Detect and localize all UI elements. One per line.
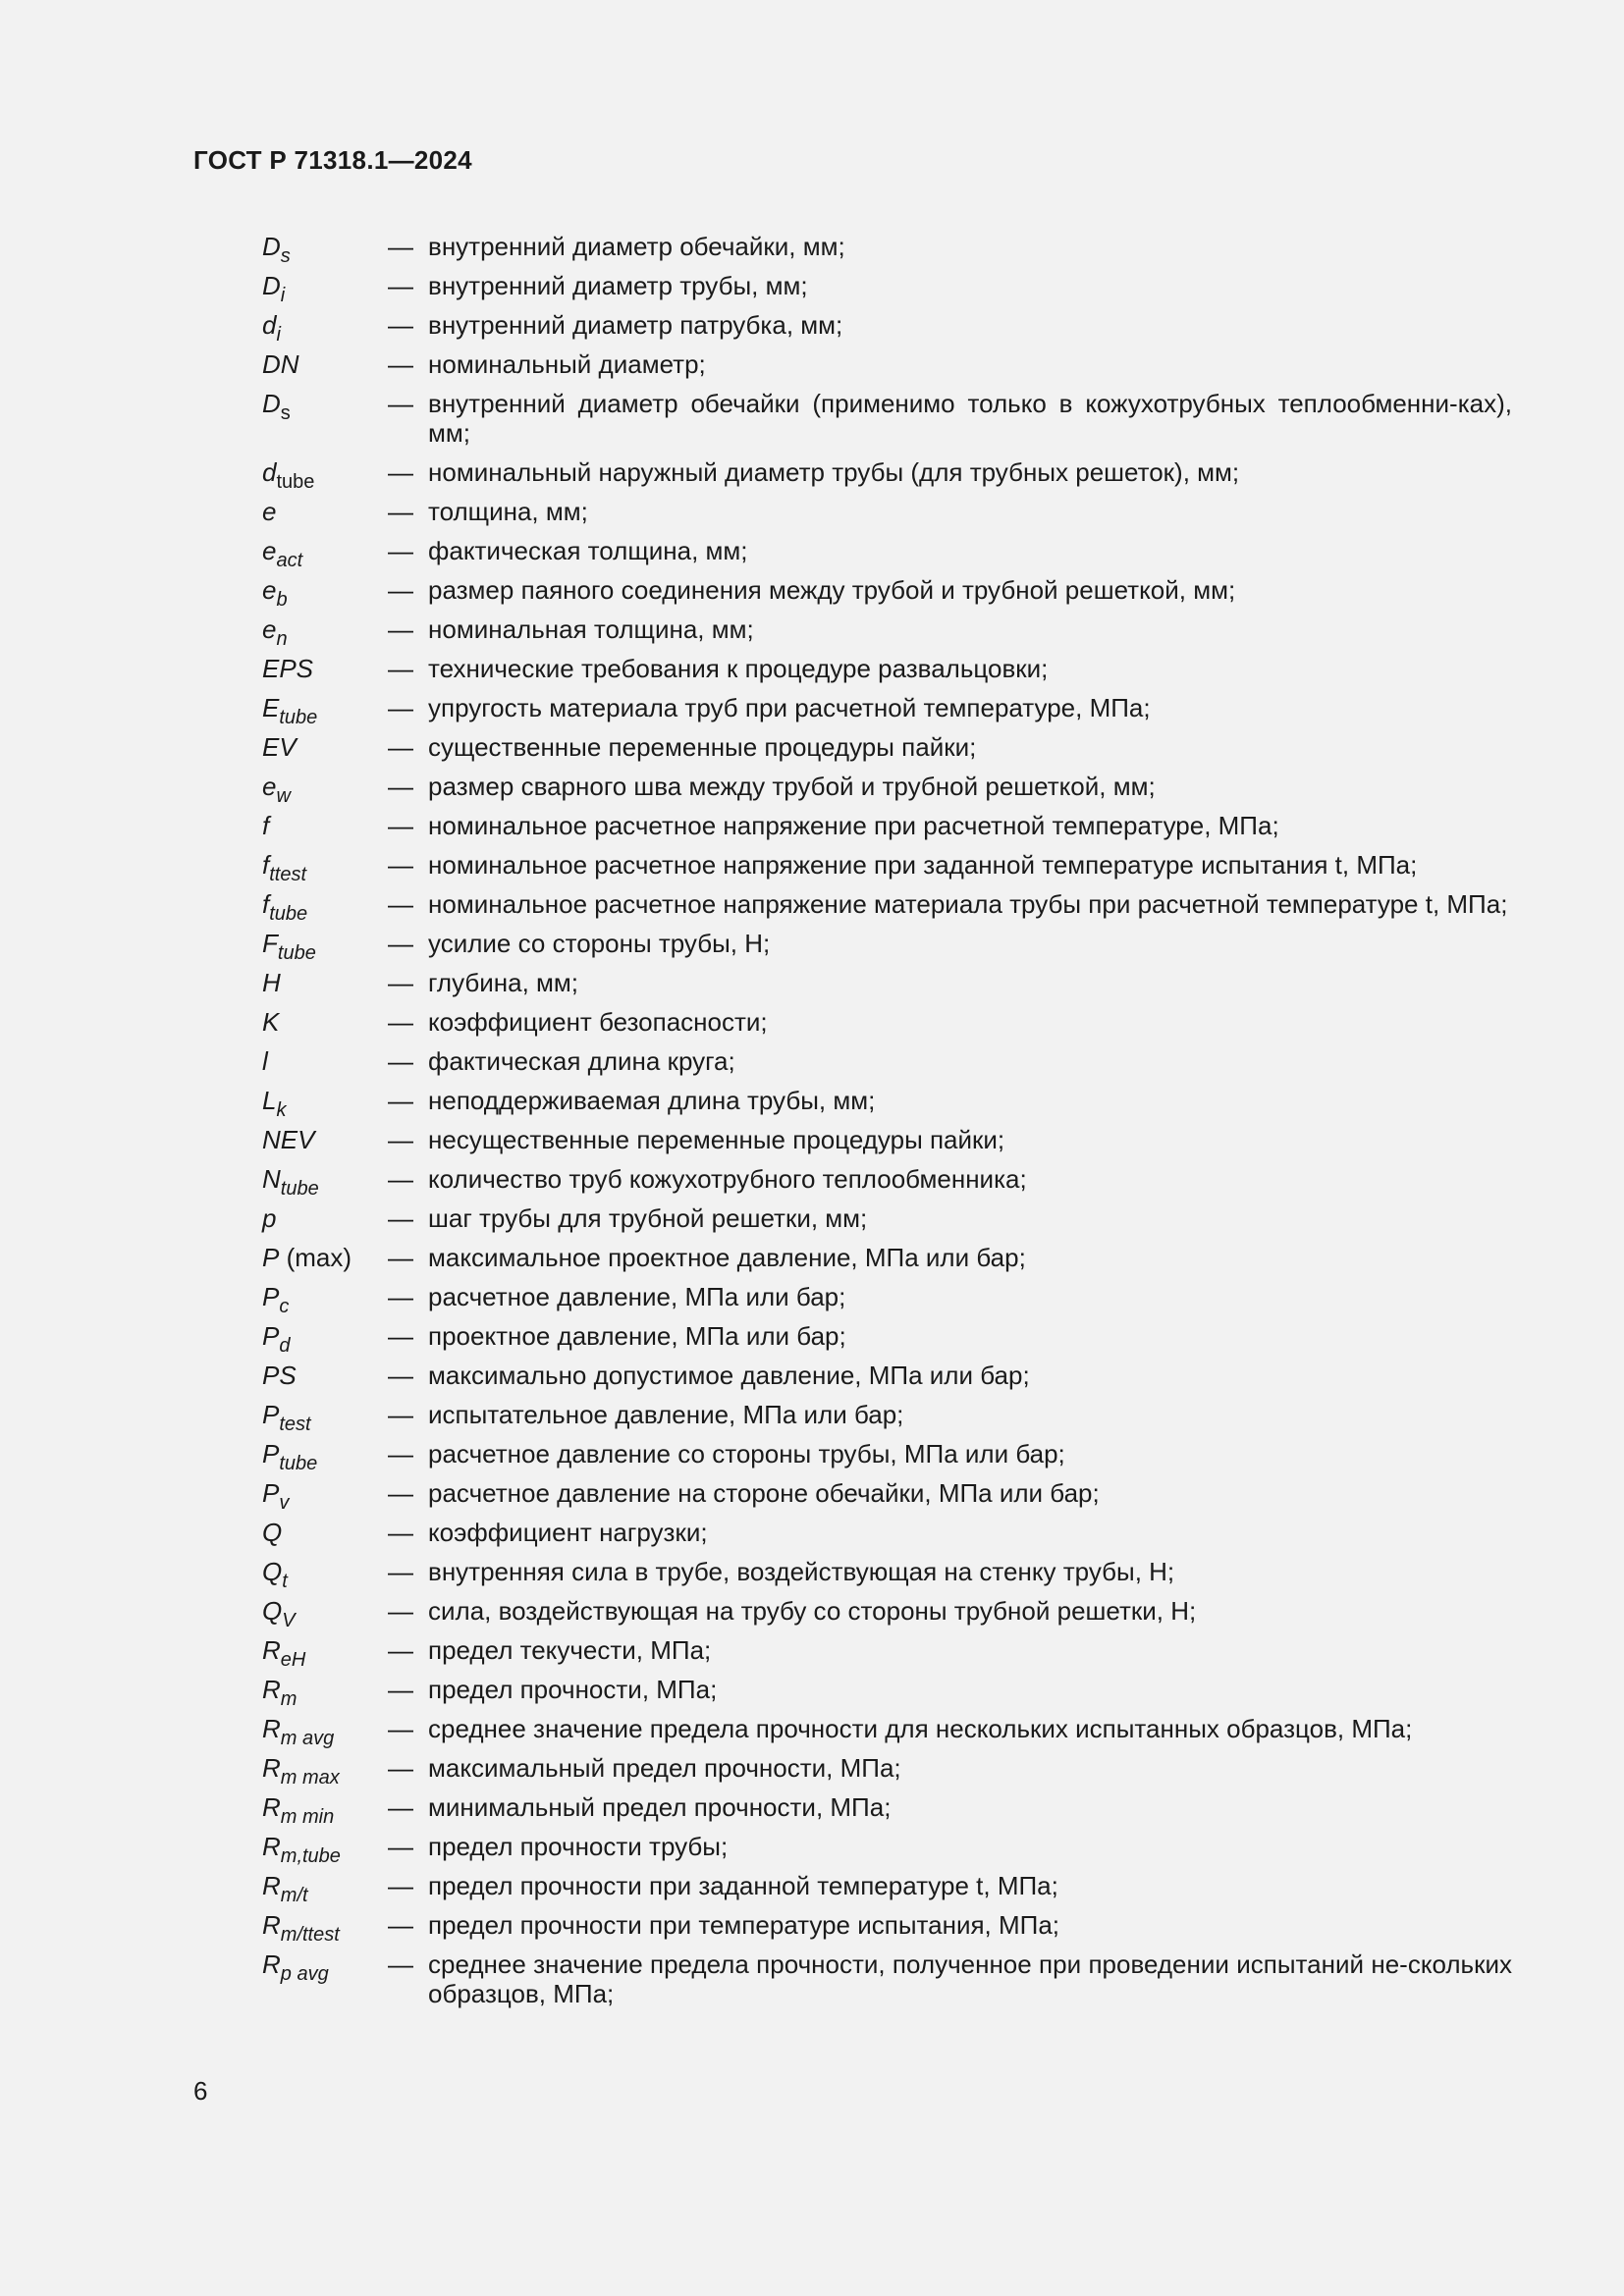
em-dash: — — [388, 457, 413, 487]
em-dash: — — [388, 772, 413, 801]
symbol-description: номинальное расчетное напряжение при заданной температуре испытания t, МПа; — [428, 850, 1418, 880]
symbol-base: F — [262, 929, 278, 958]
symbol — [262, 1478, 388, 1514]
symbol-description: номинальный наружный диаметр трубы (для трубных решеток), мм; — [428, 457, 1240, 487]
symbol-description: предел текучести, МПа; — [428, 1635, 712, 1665]
symbol-base: R — [262, 1753, 281, 1783]
symbol-base: d — [262, 310, 277, 340]
symbol-row — [262, 1557, 1512, 1592]
symbol-row — [262, 1046, 1512, 1076]
symbol-row — [262, 614, 1512, 650]
symbol-base: R — [262, 1832, 281, 1861]
symbol-subscript: i — [276, 324, 281, 346]
symbols-list — [262, 232, 1512, 2018]
page-number: 6 — [193, 2076, 208, 2106]
symbol — [262, 1518, 388, 1547]
symbol — [262, 1439, 388, 1474]
em-dash: — — [388, 732, 413, 762]
symbol — [262, 1125, 388, 1154]
symbol-description: упругость материала труб при расчетной температуре, МПа; — [428, 693, 1151, 722]
symbol — [262, 614, 388, 650]
symbol-row — [262, 772, 1512, 807]
em-dash: — — [388, 693, 413, 722]
symbol-row — [262, 271, 1512, 306]
em-dash: — — [388, 1518, 413, 1547]
symbol-subscript: m,tube — [280, 1845, 341, 1867]
symbol — [262, 1910, 388, 1946]
symbol-description: усилие со стороны трубы, Н; — [428, 929, 771, 958]
em-dash: — — [388, 929, 413, 958]
symbol-base: R — [262, 1675, 281, 1704]
symbol-subscript: tube — [279, 1453, 318, 1474]
symbol-base: f — [262, 850, 270, 880]
symbol — [262, 850, 388, 885]
symbol-base: D — [262, 232, 281, 261]
symbol-subscript: v — [279, 1492, 290, 1514]
symbol-base: DN — [262, 349, 299, 379]
em-dash: — — [388, 614, 413, 644]
symbol — [262, 536, 388, 571]
symbol-description: испытательное давление, МПа или бар; — [428, 1400, 904, 1429]
em-dash: — — [388, 349, 413, 379]
symbol-row — [262, 850, 1512, 885]
symbol-base: R — [262, 1792, 281, 1822]
symbol-base: e — [262, 772, 277, 801]
symbol-base: e — [262, 536, 277, 565]
symbol-subscript: m/t — [280, 1885, 308, 1906]
em-dash: — — [388, 654, 413, 683]
symbol-base: e — [262, 575, 277, 605]
symbol — [262, 1086, 388, 1121]
symbol — [262, 1046, 388, 1076]
symbol-subscript: tube — [269, 903, 308, 925]
symbol — [262, 497, 388, 526]
symbol-base: p — [262, 1203, 277, 1233]
symbol-base: d — [262, 457, 277, 487]
symbol-description: среднее значение предела прочности для нескольких испытанных образцов, МПа; — [428, 1714, 1413, 1743]
em-dash: — — [388, 1792, 413, 1822]
symbol — [262, 732, 388, 762]
symbol-description: технические требования к процедуре развальцовки; — [428, 654, 1049, 683]
symbol-base: R — [262, 1910, 281, 1940]
symbol-subscript: d — [279, 1335, 291, 1357]
symbol-base: f — [262, 811, 270, 840]
em-dash: — — [388, 1910, 413, 1940]
symbol-base: R — [262, 1714, 281, 1743]
document-header: ГОСТ Р 71318.1—2024 — [193, 145, 472, 175]
symbol-row — [262, 1753, 1512, 1789]
symbol-row — [262, 497, 1512, 526]
symbol-description: размер сварного шва между трубой и трубной решеткой, мм; — [428, 772, 1156, 801]
symbol-description: номинальное расчетное напряжение при расчетной температуре, МПа; — [428, 811, 1279, 840]
symbol-subscript: m/ttest — [280, 1924, 340, 1946]
symbol-description: фактическая толщина, мм; — [428, 536, 748, 565]
symbol-subscript: k — [276, 1099, 287, 1121]
symbol-row — [262, 1518, 1512, 1547]
symbol-description: номинальное расчетное напряжение материала трубы при расчетной температуре t, МПа; — [428, 889, 1508, 919]
symbol-description: предел прочности при температуре испытания, МПа; — [428, 1910, 1060, 1940]
symbol-subscript: tube — [279, 707, 318, 728]
symbol-description: неподдерживаемая длина трубы, мм; — [428, 1086, 876, 1115]
symbol-subscript: tube — [277, 942, 316, 964]
symbol — [262, 1675, 388, 1710]
symbol-subscript: test — [279, 1414, 311, 1435]
em-dash: — — [388, 1675, 413, 1704]
symbol — [262, 654, 388, 683]
symbol-subscript: s — [280, 402, 291, 424]
symbol — [262, 575, 388, 611]
symbol-row — [262, 536, 1512, 571]
symbol-description: предел прочности, МПа; — [428, 1675, 718, 1704]
symbol-row — [262, 1243, 1512, 1272]
symbol-row — [262, 1321, 1512, 1357]
symbol-row — [262, 1714, 1512, 1749]
symbol-row — [262, 1832, 1512, 1867]
symbol-row — [262, 1164, 1512, 1200]
symbol-base: Q — [262, 1596, 283, 1626]
symbol-row — [262, 1478, 1512, 1514]
symbol-description: максимальный предел прочности, МПа; — [428, 1753, 901, 1783]
symbol-subscript: eH — [280, 1649, 306, 1671]
symbol-row — [262, 1086, 1512, 1121]
symbol-base: P — [262, 1282, 280, 1311]
symbol-base: H — [262, 968, 281, 997]
symbol-row — [262, 732, 1512, 762]
symbol-description: внутренний диаметр обечайки (применимо только в кожухотрубных теплообменни-ках), мм; — [428, 389, 1512, 448]
symbol-description: несущественные переменные процедуры пайки; — [428, 1125, 1005, 1154]
symbol — [262, 1635, 388, 1671]
symbol — [262, 271, 388, 306]
symbol-row — [262, 889, 1512, 925]
symbol — [262, 1321, 388, 1357]
symbol-description: шаг трубы для трубной решетки, мм; — [428, 1203, 868, 1233]
symbol-description: расчетное давление на стороне обечайки, МПа или бар; — [428, 1478, 1100, 1508]
symbol-subscript: w — [276, 785, 291, 807]
em-dash: — — [388, 1871, 413, 1900]
symbol-description: среднее значение предела прочности, полученное при проведении испытаний не-скольких образцов, МПа; — [428, 1949, 1512, 2008]
symbol-base: N — [262, 1164, 281, 1194]
symbol-row — [262, 1949, 1512, 2008]
symbol — [262, 1557, 388, 1592]
em-dash: — — [388, 1596, 413, 1626]
symbol-subscript: m min — [280, 1806, 335, 1828]
symbol-row — [262, 929, 1512, 964]
symbol — [262, 1282, 388, 1317]
symbol-base: e — [262, 614, 277, 644]
em-dash: — — [388, 1714, 413, 1743]
symbol-row — [262, 654, 1512, 683]
em-dash: — — [388, 1007, 413, 1037]
symbol-description: количество труб кожухотрубного теплообменника; — [428, 1164, 1027, 1194]
symbol-row — [262, 1203, 1512, 1233]
em-dash: — — [388, 889, 413, 919]
symbol — [262, 1243, 388, 1272]
symbol — [262, 1832, 388, 1867]
symbol-subscript: act — [276, 550, 303, 571]
symbol-subscript: m avg — [280, 1728, 335, 1749]
symbol-subscript: tube — [276, 471, 315, 493]
em-dash: — — [388, 1949, 413, 1979]
em-dash: — — [388, 1478, 413, 1508]
symbol-row — [262, 232, 1512, 267]
symbol-subscript: ttest — [269, 864, 307, 885]
symbol-description: размер паяного соединения между трубой и трубной решеткой, мм; — [428, 575, 1236, 605]
symbol — [262, 1714, 388, 1749]
em-dash: — — [388, 1439, 413, 1468]
em-dash: — — [388, 1557, 413, 1586]
symbol — [262, 693, 388, 728]
symbol-row — [262, 1125, 1512, 1154]
em-dash: — — [388, 1321, 413, 1351]
symbol-description: фактическая длина круга; — [428, 1046, 735, 1076]
symbol-row — [262, 1361, 1512, 1390]
em-dash: — — [388, 968, 413, 997]
symbol-description: номинальный диаметр; — [428, 349, 706, 379]
symbol — [262, 1792, 388, 1828]
symbol-base: R — [262, 1949, 281, 1979]
symbol-description: предел прочности при заданной температуре t, МПа; — [428, 1871, 1058, 1900]
em-dash: — — [388, 1832, 413, 1861]
symbol-subscript: t — [282, 1571, 288, 1592]
em-dash: — — [388, 1243, 413, 1272]
symbol-row — [262, 1910, 1512, 1946]
symbol-row — [262, 968, 1512, 997]
em-dash: — — [388, 1046, 413, 1076]
symbol-base: L — [262, 1086, 277, 1115]
em-dash: — — [388, 1086, 413, 1115]
symbol-base: K — [262, 1007, 280, 1037]
symbol-row — [262, 1282, 1512, 1317]
symbol-description: проектное давление, МПа или бар; — [428, 1321, 846, 1351]
em-dash: — — [388, 1203, 413, 1233]
symbol-base: PS — [262, 1361, 297, 1390]
symbol — [262, 232, 388, 267]
symbol-base: D — [262, 271, 281, 300]
em-dash: — — [388, 1400, 413, 1429]
symbol-description: внутренний диаметр обечайки, мм; — [428, 232, 845, 261]
em-dash: — — [388, 310, 413, 340]
em-dash: — — [388, 497, 413, 526]
symbol-description: расчетное давление со стороны трубы, МПа или бар; — [428, 1439, 1065, 1468]
symbol-row — [262, 1635, 1512, 1671]
em-dash: — — [388, 811, 413, 840]
symbol-base: e — [262, 497, 277, 526]
symbol — [262, 1949, 388, 1985]
symbol-subscript: V — [282, 1610, 296, 1631]
em-dash: — — [388, 232, 413, 261]
symbol-base: Q — [262, 1518, 283, 1547]
symbol-base: l — [262, 1046, 268, 1076]
symbol — [262, 929, 388, 964]
symbol — [262, 1596, 388, 1631]
symbol-base: P — [262, 1321, 280, 1351]
symbol — [262, 1164, 388, 1200]
symbol-subscript: c — [279, 1296, 290, 1317]
symbol-row — [262, 1400, 1512, 1435]
em-dash: — — [388, 1361, 413, 1390]
symbol-description: существенные переменные процедуры пайки; — [428, 732, 977, 762]
symbol-subscript: n — [276, 628, 288, 650]
symbol-subscript: m max — [280, 1767, 340, 1789]
symbol — [262, 772, 388, 807]
symbol-base: P — [262, 1478, 280, 1508]
symbol-subscript: s — [280, 245, 291, 267]
symbol-description: сила, воздействующая на трубу со стороны трубной решетки, Н; — [428, 1596, 1197, 1626]
symbol-base: P — [262, 1243, 280, 1272]
symbol-description: расчетное давление, МПа или бар; — [428, 1282, 846, 1311]
symbol-base: Q — [262, 1557, 283, 1586]
symbol — [262, 889, 388, 925]
em-dash: — — [388, 850, 413, 880]
symbol-base: NEV — [262, 1125, 315, 1154]
symbol — [262, 310, 388, 346]
symbol — [262, 1203, 388, 1233]
symbol-subscript: p avg — [280, 1963, 329, 1985]
em-dash: — — [388, 389, 413, 418]
symbol-subscript: tube — [280, 1178, 319, 1200]
symbol — [262, 1400, 388, 1435]
symbol-description: коэффициент нагрузки; — [428, 1518, 708, 1547]
symbol-description: внутренний диаметр трубы, мм; — [428, 271, 808, 300]
symbol-base: E — [262, 693, 280, 722]
symbol-base: P — [262, 1439, 280, 1468]
symbol-subscript: i — [280, 285, 286, 306]
symbol — [262, 389, 388, 424]
em-dash: — — [388, 1282, 413, 1311]
symbol-description: номинальная толщина, мм; — [428, 614, 754, 644]
symbol-base: D — [262, 389, 281, 418]
symbol-base: R — [262, 1635, 281, 1665]
symbol-row — [262, 575, 1512, 611]
em-dash: — — [388, 1164, 413, 1194]
symbol-row — [262, 1871, 1512, 1906]
symbol-base: EPS — [262, 654, 314, 683]
em-dash: — — [388, 536, 413, 565]
symbol-row — [262, 693, 1512, 728]
symbol-description: толщина, мм; — [428, 497, 588, 526]
symbol-suffix: (max) — [279, 1243, 352, 1272]
symbol-description: минимальный предел прочности, МПа; — [428, 1792, 892, 1822]
symbol-row — [262, 1007, 1512, 1037]
symbol-description: предел прочности трубы; — [428, 1832, 729, 1861]
symbol — [262, 1753, 388, 1789]
symbol — [262, 1007, 388, 1037]
symbol-base: f — [262, 889, 270, 919]
symbol-subscript: m — [280, 1688, 298, 1710]
em-dash: — — [388, 1125, 413, 1154]
symbol-subscript: b — [276, 589, 288, 611]
symbol-description: внутренняя сила в трубе, воздействующая на стенку трубы, Н; — [428, 1557, 1175, 1586]
symbol-description: глубина, мм; — [428, 968, 579, 997]
symbol-row — [262, 1439, 1512, 1474]
symbol-row — [262, 1792, 1512, 1828]
em-dash: — — [388, 1753, 413, 1783]
em-dash: — — [388, 271, 413, 300]
em-dash: — — [388, 575, 413, 605]
symbol — [262, 811, 388, 840]
symbol — [262, 457, 388, 493]
symbol-description: максимальное проектное давление, МПа или бар; — [428, 1243, 1026, 1272]
symbol-base: EV — [262, 732, 297, 762]
symbol-description: внутренний диаметр патрубка, мм; — [428, 310, 843, 340]
em-dash: — — [388, 1635, 413, 1665]
symbol-description: максимально допустимое давление, МПа или бар; — [428, 1361, 1030, 1390]
symbol — [262, 1871, 388, 1906]
symbol-base: R — [262, 1871, 281, 1900]
symbol-row — [262, 1596, 1512, 1631]
symbol-row — [262, 457, 1512, 493]
symbol — [262, 349, 388, 379]
symbol-row — [262, 1675, 1512, 1710]
symbol — [262, 968, 388, 997]
symbol-row — [262, 349, 1512, 379]
symbol — [262, 1361, 388, 1390]
symbol-base: P — [262, 1400, 280, 1429]
symbol-description: коэффициент безопасности; — [428, 1007, 768, 1037]
symbol-row — [262, 310, 1512, 346]
symbol-row — [262, 811, 1512, 840]
symbol-row — [262, 389, 1512, 448]
